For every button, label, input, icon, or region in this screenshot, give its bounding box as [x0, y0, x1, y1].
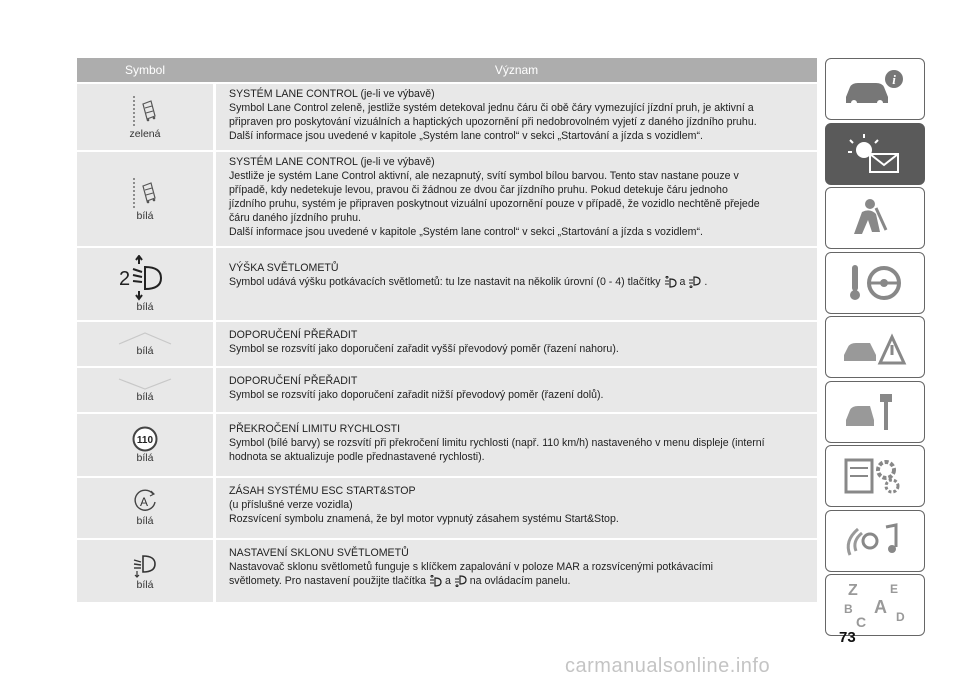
- row-text: hodnota se aktualizuje podle přednastavené rychlosti).: [229, 451, 485, 463]
- header-symbol: Symbol: [124, 63, 165, 77]
- row-text: čáru daného jízdního pruhu.: [229, 212, 361, 224]
- level-number: 2: [119, 268, 131, 290]
- table-row: [77, 476, 817, 538]
- row-text: Další informace jsou uvedené v kapitole „Systém lane control“ v sekci „Startování a jízda s vozidlem“.: [229, 226, 703, 238]
- row-text-part: a: [679, 276, 686, 288]
- table-header: [77, 58, 817, 82]
- symbol-cell: [77, 478, 213, 538]
- description-cell: [216, 478, 817, 538]
- row-text: (u příslušné verze vozidla): [229, 499, 353, 511]
- multimedia-icon[interactable]: [825, 510, 925, 572]
- row-text: připraven pro poskytování vizuálních a haptických upozornění při nedobrovolném vyjetí z daného jízdního pruhu.: [229, 116, 757, 128]
- symbol-cell: [77, 152, 213, 246]
- driving-icon[interactable]: [825, 252, 925, 314]
- headlight-down-button-icon: [688, 276, 701, 288]
- headlight-up-button-icon: [429, 575, 442, 587]
- warning-lights-icon[interactable]: [825, 123, 925, 185]
- row-text: případě, kdy nedetekuje levou, pravou či žádnou ze dvou čar jízdního pruhu. Pokud detekuje čáru jednoho: [229, 184, 728, 196]
- row-text: Další informace jsou uvedené v kapitole „Systém lane control“ v sekci „Startování a jízda s vozidlem“.: [229, 130, 703, 142]
- table-row: [77, 538, 817, 602]
- start-stop-letter: A: [139, 495, 149, 509]
- symbol-cell: [77, 322, 213, 366]
- page-number: 73: [839, 629, 856, 646]
- chapter-sidebar: [825, 58, 927, 639]
- symbol-label: bílá: [136, 391, 154, 403]
- headlight-tilt-icon: [131, 551, 159, 579]
- symbol-label: bílá: [136, 579, 154, 591]
- table-row: [77, 412, 817, 476]
- headlight-level-icon: [117, 255, 173, 301]
- upshift-icon: [117, 331, 173, 345]
- symbol-label: zelená: [129, 128, 161, 140]
- row-text: Symbol (bílé barvy) se rozsvítí při překročení limitu rychlosti (např. 110 km/h) nastaveného v menu displeje (interní: [229, 437, 765, 449]
- speed-limit-icon: [132, 426, 158, 452]
- svg-text:i: i: [892, 72, 896, 87]
- row-text: Jestliže je systém Lane Control aktivní, ale nezapnutý, svítí symbol bílou barvou. Tento stav nastane pouze v: [229, 170, 739, 182]
- row-text-part: na ovládacím panelu.: [469, 575, 571, 587]
- symbol-cell: [77, 414, 213, 476]
- row-text-part: Symbol udává výšku potkávacích světlometů: tu lze nastavit na několik úrovní (0 - 4) tlačítky: [229, 276, 661, 288]
- downshift-icon: [117, 377, 173, 391]
- index-letter: E: [890, 582, 899, 596]
- row-title: SYSTÉM LANE CONTROL (je-li ve výbavě): [229, 88, 435, 100]
- symbol-label: bílá: [136, 210, 154, 222]
- symbol-label: bílá: [136, 515, 154, 527]
- description-cell: [216, 152, 817, 246]
- safety-icon[interactable]: [825, 187, 925, 249]
- row-text: Symbol se rozsvítí jako doporučení zařadit nižší převodový poměr (řazení dolů).: [229, 389, 604, 401]
- symbol-label: bílá: [136, 345, 154, 357]
- car-info-icon[interactable]: [825, 58, 925, 120]
- row-title: ZÁSAH SYSTÉMU ESC START&STOP: [229, 485, 416, 497]
- symbol-label: bílá: [136, 301, 154, 313]
- index-icon[interactable]: [825, 574, 925, 636]
- index-letter: C: [856, 614, 867, 629]
- row-text: Rozsvícení symbolu znamená, že byl motor vypnutý zásahem systému Start&Stop.: [229, 513, 619, 525]
- row-title: DOPORUČENÍ PŘEŘADIT: [229, 329, 358, 341]
- symbol-cell: [77, 540, 213, 602]
- row-title: VÝŠKA SVĚTLOMETŮ: [229, 262, 339, 274]
- symbol-cell: [77, 368, 213, 412]
- row-text-part: a: [444, 575, 451, 587]
- technical-data-icon[interactable]: [825, 445, 925, 507]
- lane-control-icon: [130, 176, 160, 210]
- table-row: [77, 82, 817, 150]
- headlight-up-button-icon: [664, 276, 677, 288]
- row-title: PŘEKROČENÍ LIMITU RYCHLOSTI: [229, 423, 401, 435]
- row-text: Nastavovač sklonu světlometů funguje s klíčkem zapalování v poloze MAR a rozsvícenými potkávacími: [229, 561, 713, 573]
- index-letter: Z: [848, 582, 858, 599]
- header-meaning: Význam: [494, 63, 539, 77]
- start-stop-icon: [131, 489, 159, 515]
- symbol-label: bílá: [136, 452, 154, 464]
- description-cell: [216, 248, 817, 320]
- index-letter: B: [844, 602, 853, 616]
- description-cell: [216, 368, 817, 412]
- row-text: [229, 574, 811, 588]
- row-title: SYSTÉM LANE CONTROL (je-li ve výbavě): [229, 156, 435, 168]
- headlight-down-button-icon: [454, 575, 467, 587]
- index-letter: A: [874, 597, 887, 617]
- lane-control-icon: [130, 94, 160, 128]
- row-text: [229, 275, 811, 289]
- row-text-part: .: [704, 276, 708, 288]
- symbol-cell: [77, 248, 213, 320]
- row-text-part: světlomety. Pro nastavení použijte tlačítka: [229, 575, 427, 587]
- warning-light-table: [77, 58, 817, 602]
- description-cell: [216, 84, 817, 150]
- watermark: carmanualsonline.info: [565, 655, 771, 677]
- row-text: jízdního pruhu, systém je připraven poskytnout vizuální upozornění pouze v případě, že vozidlo nechtěně přejede: [229, 198, 760, 210]
- row-text: Symbol se rozsvítí jako doporučení zařadit vyšší převodový poměr (řazení nahoru).: [229, 343, 619, 355]
- description-cell: [216, 322, 817, 366]
- speed-value: 110: [136, 435, 154, 446]
- row-title: NASTAVENÍ SKLONU SVĚTLOMETŮ: [229, 547, 409, 559]
- row-title: DOPORUČENÍ PŘEŘADIT: [229, 375, 358, 387]
- table-row: [77, 366, 817, 412]
- table-row: [77, 320, 817, 366]
- description-cell: [216, 540, 817, 602]
- table-row: [77, 246, 817, 320]
- description-cell: [216, 414, 817, 476]
- table-row: [77, 150, 817, 246]
- index-letter: D: [896, 610, 905, 624]
- symbol-cell: [77, 84, 213, 150]
- maintenance-icon[interactable]: [825, 381, 925, 443]
- row-text: Symbol Lane Control zeleně, jestliže systém detekoval jednu čáru či obě čáry vymezující jízdní pruh, je aktivní a: [229, 102, 754, 114]
- emergency-icon[interactable]: [825, 316, 925, 378]
